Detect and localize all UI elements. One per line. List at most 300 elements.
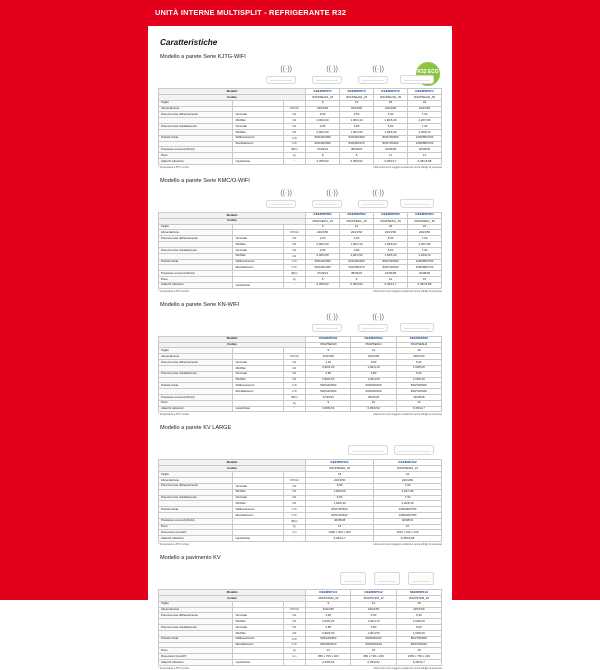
row-label: Portata d'aria bbox=[159, 135, 233, 141]
row-value: 520/440/360 bbox=[306, 265, 340, 271]
wifi-icon: ((·)) bbox=[326, 66, 338, 73]
row-value: 220/1/50 bbox=[340, 230, 374, 236]
row-label: Portata d'aria bbox=[159, 507, 233, 513]
row-label: Pressione sonora (hi/lo/sl) bbox=[159, 147, 233, 153]
model-code: KEEMSP084 bbox=[408, 212, 442, 218]
row-sublabel: Nominale bbox=[232, 625, 283, 631]
row-sublabel: Nominale bbox=[232, 495, 283, 501]
row-value: 220/1/50 bbox=[306, 354, 351, 360]
row-value: 2,80 bbox=[306, 124, 340, 130]
row-label: Potenza resa riscaldamento bbox=[159, 124, 233, 130]
product-unit-image bbox=[400, 75, 434, 84]
row-unit: mm bbox=[283, 654, 306, 660]
row-label: Portata d'aria bbox=[159, 383, 233, 389]
row-value: 950 x 700 x 200 bbox=[306, 654, 351, 660]
row-value: 18 bbox=[396, 601, 441, 607]
row-value: 38/30/22 bbox=[340, 147, 374, 153]
row-unit: kW bbox=[283, 253, 306, 259]
row-value: 6,35/9,52 bbox=[306, 406, 351, 412]
header-codice: Codice bbox=[159, 596, 306, 602]
row-value: 220/1/50 bbox=[340, 106, 374, 112]
row-label: Alimentazione bbox=[159, 106, 233, 112]
row-label: Potenza resa raffrescamento bbox=[159, 483, 233, 489]
row-label: Peso bbox=[159, 276, 233, 282]
page-title: Caratteristiche bbox=[160, 38, 218, 47]
row-label: Alimentazione bbox=[159, 354, 233, 360]
model-code: KEEMSP071 bbox=[306, 89, 340, 95]
row-sublabel: Liquido/Gas bbox=[232, 536, 283, 542]
product-image-strip bbox=[158, 62, 442, 86]
row-value: 220/1/50 bbox=[408, 106, 442, 112]
row-value: 46/38/30 bbox=[408, 147, 442, 153]
row-value: 1,60/6,00 bbox=[374, 118, 408, 124]
table-row bbox=[159, 406, 442, 412]
row-value: 2,60 bbox=[306, 613, 351, 619]
row-sublabel: Nominale bbox=[232, 613, 283, 619]
row-unit: kW bbox=[283, 118, 306, 124]
spec-section bbox=[158, 555, 442, 670]
row-value: 0,90/3,50 bbox=[306, 129, 340, 135]
row-value: 1,60/6,30 bbox=[374, 129, 408, 135]
right-red-rail bbox=[452, 0, 600, 600]
row-value: 18 bbox=[374, 224, 408, 230]
row-value: 6,35/12,7 bbox=[374, 282, 408, 288]
row-value: 7,00 bbox=[374, 483, 442, 489]
row-value: 13 bbox=[396, 400, 441, 406]
row-unit: m³/h bbox=[283, 507, 306, 513]
product-image-strip bbox=[158, 186, 442, 210]
product-unit-image bbox=[266, 200, 296, 208]
row-sublabel: Nominale bbox=[232, 124, 283, 130]
row-unit: kW bbox=[283, 625, 306, 631]
row-unit: kg bbox=[283, 153, 306, 159]
model-name: 3NGPSTEM_12 bbox=[351, 596, 396, 602]
row-value: 3,50 bbox=[351, 360, 396, 366]
row-value: 220/1/50 bbox=[374, 106, 408, 112]
spec-table bbox=[158, 589, 442, 666]
row-sublabel: Min/Max bbox=[232, 489, 283, 495]
row-value: 18 bbox=[396, 648, 441, 654]
row-label: Attacchi tubazioni bbox=[159, 158, 233, 164]
row-value: 820/720/620 bbox=[396, 642, 441, 648]
model-code: KEEMSP092 bbox=[351, 336, 396, 342]
row-unit: m³/h bbox=[283, 383, 306, 389]
spec-sections bbox=[158, 54, 442, 670]
row-value: 43/35/28 bbox=[396, 394, 441, 400]
row-value: 8 bbox=[306, 153, 340, 159]
product-unit-image bbox=[408, 572, 434, 585]
row-value: 820/720/620 bbox=[374, 141, 408, 147]
row-label: Dimensioni (LxAxP) bbox=[159, 654, 233, 660]
document-content bbox=[148, 26, 452, 670]
row-unit: kW bbox=[283, 613, 306, 619]
wifi-icon: ((·)) bbox=[280, 66, 292, 73]
row-label: Potenza resa raffrescamento bbox=[159, 613, 233, 619]
row-value: 1,60/6,30 bbox=[374, 253, 408, 259]
row-value: 5,30 bbox=[374, 112, 408, 118]
row-sublabel: Nominale bbox=[232, 371, 283, 377]
section-title: Modello a parete Serie KJTG-WIFI bbox=[160, 54, 246, 60]
row-value: 7,30 bbox=[374, 495, 442, 501]
product-unit-image bbox=[266, 76, 296, 84]
row-label: Potenza resa riscaldamento bbox=[159, 625, 233, 631]
row-value: 5,60 bbox=[374, 124, 408, 130]
model-code: KEEMSP101 bbox=[306, 460, 374, 466]
row-value: 7,30 bbox=[408, 247, 442, 253]
header-codice: Codice bbox=[159, 95, 306, 101]
row-value: 12 bbox=[351, 348, 396, 354]
row-value: 1,60/6,00 bbox=[306, 489, 374, 495]
row-value: 6,35/9,52 bbox=[340, 158, 374, 164]
row-value: 24 bbox=[408, 224, 442, 230]
row-label: Potenza resa raffrescamento bbox=[159, 236, 233, 242]
row-value: 2,20/7,80 bbox=[408, 242, 442, 248]
row-label: Alimentazione bbox=[159, 230, 233, 236]
model-name: 3NGPSE31L_15 bbox=[306, 218, 340, 224]
row-value: 1080 x 300 x 205 bbox=[306, 530, 374, 536]
header-model: Modello bbox=[159, 590, 306, 596]
row-value: 8 bbox=[306, 276, 340, 282]
model-code: KEEMSP113 bbox=[396, 590, 441, 596]
wifi-icon: ((·)) bbox=[372, 66, 384, 73]
row-value: 13 bbox=[306, 524, 374, 530]
row-label: Potenza resa riscaldamento bbox=[159, 495, 233, 501]
spec-table bbox=[158, 88, 442, 165]
row-unit: kW bbox=[283, 129, 306, 135]
row-value: 1,60/6,00 bbox=[396, 619, 441, 625]
row-unit: m³/h bbox=[283, 265, 306, 271]
row-unit: kW bbox=[283, 501, 306, 507]
row-label: Dimensioni (LxAxP) bbox=[159, 530, 233, 536]
footnote-right: I dati tecnici sono soggetti a variazioni senza obbligo di preavviso bbox=[372, 289, 442, 293]
row-unit: kW bbox=[283, 112, 306, 118]
row-value: 5,60 bbox=[396, 371, 441, 377]
row-label: Attacchi tubazioni bbox=[159, 536, 233, 542]
row-sublabel: Raffrescamento bbox=[232, 135, 283, 141]
product-unit-image bbox=[312, 324, 342, 332]
row-value: 15 bbox=[351, 648, 396, 654]
table-row bbox=[159, 659, 442, 665]
row-sublabel: Riscaldamento bbox=[232, 141, 283, 147]
spec-section bbox=[158, 302, 442, 417]
row-unit: kW bbox=[283, 360, 306, 366]
row-unit: kW bbox=[283, 619, 306, 625]
table-footnotes bbox=[158, 413, 442, 416]
row-value: 2,20/7,80 bbox=[374, 489, 442, 495]
row-value: 1,00/4,50 bbox=[340, 253, 374, 259]
product-unit-image bbox=[348, 445, 388, 455]
row-value: 2,20/8,10 bbox=[408, 253, 442, 259]
row-sublabel: Min/Max bbox=[232, 129, 283, 135]
product-unit-image bbox=[312, 200, 342, 208]
spec-table bbox=[158, 212, 442, 289]
wifi-icon: ((·)) bbox=[372, 189, 384, 197]
row-value: 2,80 bbox=[306, 247, 340, 253]
row-unit: dB(A) bbox=[283, 271, 306, 277]
row-value: 1000/850/700 bbox=[408, 259, 442, 265]
row-sublabel: Raffrescamento bbox=[232, 636, 283, 642]
row-sublabel: Liquido/Gas bbox=[232, 659, 283, 665]
row-value: 37/29/21 bbox=[306, 147, 340, 153]
row-value: 800/700/600 bbox=[396, 383, 441, 389]
row-value: 18 bbox=[396, 348, 441, 354]
row-unit: m³/h bbox=[283, 636, 306, 642]
model-name: 3NGPSE31L_25 bbox=[340, 218, 374, 224]
row-unit: kW bbox=[283, 365, 306, 371]
row-unit: kW bbox=[283, 377, 306, 383]
row-sublabel: Nominale bbox=[232, 483, 283, 489]
row-unit: m³/h bbox=[283, 141, 306, 147]
row-value: 1,00/4,50 bbox=[340, 129, 374, 135]
row-sublabel: Nominale bbox=[232, 236, 283, 242]
row-value: 6,35/9,52 bbox=[340, 282, 374, 288]
spec-table bbox=[158, 459, 442, 542]
row-value: 2,80 bbox=[306, 625, 351, 631]
row-value: 39/31/23 bbox=[351, 394, 396, 400]
row-value: 6,35/9,52 bbox=[306, 158, 340, 164]
spec-table bbox=[158, 336, 442, 413]
row-value: 5,30 bbox=[374, 236, 408, 242]
row-unit: kW bbox=[283, 489, 306, 495]
row-value: 12 bbox=[340, 224, 374, 230]
row-value: 5,30 bbox=[396, 360, 441, 366]
row-value: 3,50 bbox=[340, 112, 374, 118]
row-value: 5,60 bbox=[374, 247, 408, 253]
row-unit: kW bbox=[283, 483, 306, 489]
row-value: 2,60 bbox=[306, 360, 351, 366]
row-label: Alimentazione bbox=[159, 607, 233, 613]
row-unit: kW bbox=[283, 495, 306, 501]
table-row bbox=[159, 282, 442, 288]
row-value: 0,90/3,50 bbox=[306, 253, 340, 259]
row-value: 3,80 bbox=[340, 124, 374, 130]
row-value: 6,35/12,7 bbox=[396, 659, 441, 665]
model-code: KEEMSP102 bbox=[374, 460, 442, 466]
row-sublabel: Nominale bbox=[232, 247, 283, 253]
footnote-right: I dati tecnici sono soggetti a variazioni senza obbligo di preavviso bbox=[372, 165, 442, 169]
row-value: 950 x 700 x 200 bbox=[351, 654, 396, 660]
row-value: 0,90/3,20 bbox=[306, 242, 340, 248]
row-unit: m³/h bbox=[283, 259, 306, 265]
row-value: 1,60/6,30 bbox=[396, 377, 441, 383]
row-unit: kg bbox=[283, 400, 306, 406]
table-footnotes bbox=[158, 543, 442, 546]
row-value: 9 bbox=[306, 601, 351, 607]
row-value: 600/500/400 bbox=[351, 383, 396, 389]
row-value: 1,00/4,10 bbox=[340, 118, 374, 124]
row-unit: V/Ph/Hz bbox=[283, 478, 306, 484]
product-unit-image bbox=[394, 445, 434, 455]
product-unit-image bbox=[358, 76, 388, 84]
row-sublabel: Raffrescamento bbox=[232, 383, 283, 389]
footnote-right: I dati tecnici sono soggetti a variazioni senza obbligo di preavviso bbox=[372, 413, 442, 417]
row-value: 6,35/9,52 bbox=[306, 659, 351, 665]
table-row bbox=[159, 158, 442, 164]
row-value: 6,35/12,7 bbox=[374, 158, 408, 164]
row-value: 7,30 bbox=[408, 124, 442, 130]
row-unit: kW bbox=[283, 242, 306, 248]
header-model: Modello bbox=[159, 89, 306, 95]
row-sublabel: Min/Max bbox=[232, 630, 283, 636]
spec-section bbox=[158, 178, 442, 293]
footnote-left: * Temperatura a 35°C incluso bbox=[158, 413, 190, 417]
model-name: 3NGPSE6H1 bbox=[351, 342, 396, 348]
row-unit: m³/h bbox=[283, 389, 306, 395]
row-value: 520/440/360 bbox=[306, 636, 351, 642]
model-name: 3NGPSE2H1_25 bbox=[340, 95, 374, 101]
row-value: 3,80 bbox=[340, 247, 374, 253]
row-unit: V/Ph/Hz bbox=[283, 106, 306, 112]
model-code: KEEMSP074 bbox=[408, 89, 442, 95]
section-title: Modello a parete Serie KMC/O-WIFI bbox=[160, 177, 250, 184]
row-value: 1,60/6,00 bbox=[396, 365, 441, 371]
header-codice: Codice bbox=[159, 342, 306, 348]
row-value: 1000/850/700 bbox=[408, 135, 442, 141]
row-value: 500/420/350 bbox=[306, 135, 340, 141]
wifi-icon: ((·)) bbox=[326, 189, 338, 197]
row-value: 620/520/440 bbox=[351, 642, 396, 648]
row-sublabel: Nominale bbox=[232, 360, 283, 366]
row-value: 820/720/620 bbox=[396, 389, 441, 395]
row-value: 1100 x 320 x 225 bbox=[374, 530, 442, 536]
row-value: 37/29/21 bbox=[306, 394, 351, 400]
product-unit-image bbox=[400, 199, 434, 208]
row-unit: V/Ph/Hz bbox=[283, 354, 306, 360]
row-label: Taglia bbox=[159, 100, 233, 106]
row-value: 520/440/360 bbox=[306, 389, 351, 395]
row-value: 520/440/360 bbox=[306, 141, 340, 147]
row-value: 1050/900/750 bbox=[374, 507, 442, 513]
footnote-left: * Temperatura a 35°C incluso bbox=[158, 666, 190, 670]
row-value: 2,20/7,80 bbox=[408, 118, 442, 124]
row-unit: dB(A) bbox=[283, 147, 306, 153]
row-value: 220/1/50 bbox=[351, 607, 396, 613]
product-unit-image bbox=[340, 572, 366, 585]
model-name: 3NGPSE6H2 bbox=[396, 342, 441, 348]
row-value: 800/700/600 bbox=[396, 636, 441, 642]
row-value: 2,60 bbox=[306, 112, 340, 118]
header-model: Modello bbox=[159, 460, 306, 466]
row-value: 600/500/420 bbox=[351, 636, 396, 642]
row-value: 37/29/21 bbox=[306, 271, 340, 277]
row-unit: m³/h bbox=[283, 512, 306, 518]
row-value: 6,35/12,7 bbox=[306, 536, 374, 542]
page-header bbox=[0, 0, 600, 26]
row-label: Attacchi tubazioni bbox=[159, 282, 233, 288]
model-code: KEEMSP082 bbox=[340, 212, 374, 218]
row-value: 0,90/3,20 bbox=[306, 365, 351, 371]
row-sublabel: Raffrescamento bbox=[232, 259, 283, 265]
wifi-icon: ((·)) bbox=[372, 313, 384, 321]
row-value: 14 bbox=[306, 648, 351, 654]
row-value: 1,60/6,30 bbox=[306, 501, 374, 507]
page-header-title: UNITÀ INTERNE MULTISPLIT - REFRIGERANTE R32 bbox=[155, 8, 347, 17]
table-footnotes bbox=[158, 667, 442, 670]
row-sublabel: Min/Max bbox=[232, 242, 283, 248]
row-value: 38/30/22 bbox=[340, 271, 374, 277]
product-image-strip bbox=[158, 563, 442, 587]
row-sublabel: Riscaldamento bbox=[232, 512, 283, 518]
row-value: 24 bbox=[408, 100, 442, 106]
row-value: 2,80 bbox=[306, 371, 351, 377]
product-unit-image bbox=[358, 200, 388, 208]
spec-section bbox=[158, 425, 442, 546]
row-label: Potenza resa raffrescamento bbox=[159, 360, 233, 366]
row-value: 46/38/30 bbox=[408, 271, 442, 277]
model-name: 3NGPSE6H0 bbox=[306, 342, 351, 348]
row-label: Potenza resa raffrescamento bbox=[159, 112, 233, 118]
row-value: 220/1/50 bbox=[396, 607, 441, 613]
row-unit: mm bbox=[283, 530, 306, 536]
row-unit: dB(A) bbox=[283, 394, 306, 400]
row-sublabel: Min/Max bbox=[232, 619, 283, 625]
row-value: 540/450/370 bbox=[306, 642, 351, 648]
header-model: Modello bbox=[159, 336, 306, 342]
row-unit: kg bbox=[283, 276, 306, 282]
product-image-strip bbox=[158, 433, 442, 457]
row-value: 0,90/3,20 bbox=[306, 619, 351, 625]
row-value: 220/1/50 bbox=[351, 354, 396, 360]
wifi-icon: ((·)) bbox=[280, 189, 292, 197]
footnote-right: I dati tecnici sono soggetti a variazioni senza obbligo di preavviso bbox=[372, 666, 442, 670]
row-value: 540/450/370 bbox=[340, 265, 374, 271]
model-name: 3NGPSE2H1_35 bbox=[374, 95, 408, 101]
row-label: Attacchi tubazioni bbox=[159, 406, 233, 412]
row-value: 46/38/31 bbox=[374, 518, 442, 524]
row-label: Portata d'aria bbox=[159, 636, 233, 642]
row-label: Taglia bbox=[159, 348, 233, 354]
row-value: 6,35/9,52 bbox=[351, 659, 396, 665]
product-image-strip bbox=[158, 310, 442, 334]
model-code: KEEMSP081 bbox=[306, 212, 340, 218]
row-label: Peso bbox=[159, 153, 233, 159]
row-label: Potenza resa riscaldamento bbox=[159, 371, 233, 377]
row-value: 1,60/6,30 bbox=[396, 630, 441, 636]
row-unit: m³/h bbox=[283, 135, 306, 141]
row-value: 220/1/50 bbox=[306, 607, 351, 613]
row-unit: kW bbox=[283, 236, 306, 242]
row-value: 18 bbox=[374, 100, 408, 106]
row-value: 6,35/12,7 bbox=[396, 406, 441, 412]
row-label: Taglia bbox=[159, 224, 233, 230]
model-code: KEEMSP091 bbox=[306, 336, 351, 342]
model-name: 3NGPSE31L_35 bbox=[374, 218, 408, 224]
row-value: 24 bbox=[374, 472, 442, 478]
row-value: 6,35/9,52 bbox=[306, 282, 340, 288]
model-name: 3NGPSE2H1_50 bbox=[408, 95, 442, 101]
row-value: 220/1/50 bbox=[374, 478, 442, 484]
row-value: 1,00/4,50 bbox=[351, 377, 396, 383]
row-sublabel: Min/Max bbox=[232, 377, 283, 383]
row-value: 620/520/420 bbox=[351, 389, 396, 395]
row-value: 1,00/4,10 bbox=[351, 365, 396, 371]
product-unit-image bbox=[400, 323, 434, 332]
row-value: 1050/880/720 bbox=[408, 141, 442, 147]
row-sublabel: Riscaldamento bbox=[232, 642, 283, 648]
row-value: 3,80 bbox=[351, 625, 396, 631]
footnote-right: I dati tecnici sono soggetti a variazioni senza obbligo di preavviso bbox=[372, 543, 442, 546]
row-value: 5,60 bbox=[306, 495, 374, 501]
row-unit: dB(A) bbox=[283, 518, 306, 524]
row-value: 15 bbox=[408, 276, 442, 282]
row-value: 14 bbox=[408, 153, 442, 159]
row-value: 540/450/370 bbox=[340, 141, 374, 147]
row-unit: kW bbox=[283, 124, 306, 130]
row-value: 0,90/3,50 bbox=[306, 377, 351, 383]
row-value: 6,35/15,88 bbox=[408, 158, 442, 164]
row-value: 3,80 bbox=[351, 371, 396, 377]
row-value: 0,90/3,50 bbox=[306, 630, 351, 636]
